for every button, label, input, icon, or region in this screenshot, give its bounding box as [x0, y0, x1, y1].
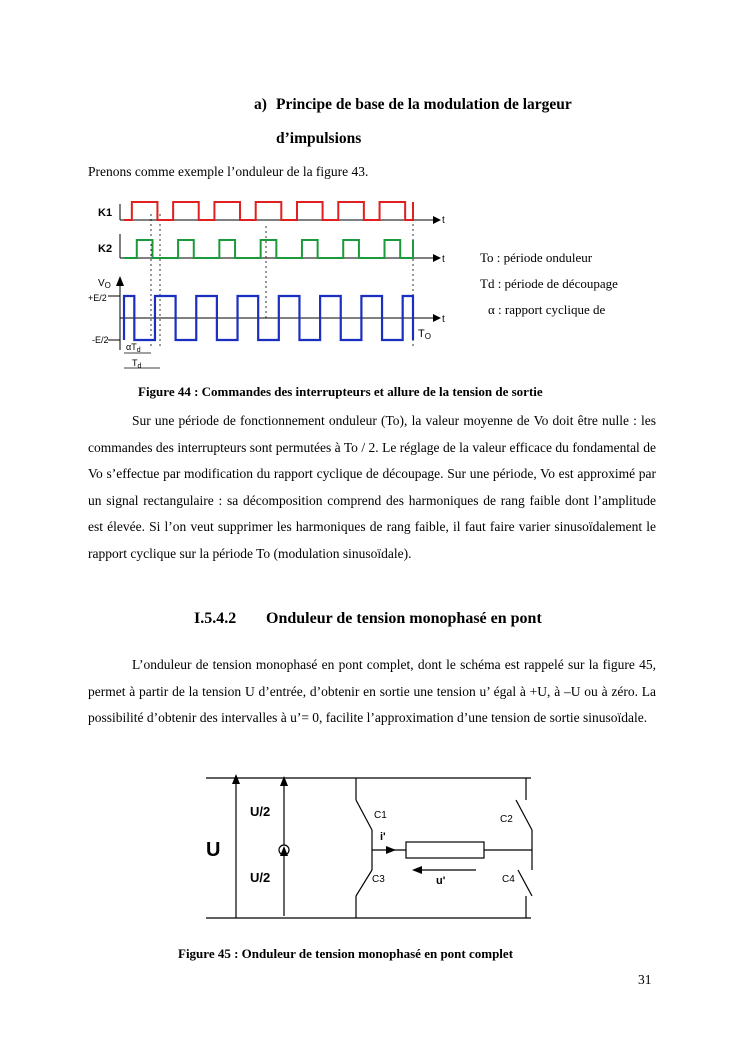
- i-prime-label: i': [380, 831, 386, 843]
- vo-arrow: [433, 314, 441, 322]
- u-prime-label: u': [436, 875, 446, 887]
- u-half-bottom-label: U/2: [250, 870, 271, 885]
- section-number: I.5.4.2: [194, 610, 237, 627]
- load-resistor: [406, 842, 484, 858]
- paragraph-1-text: Sur une période de fonctionnement onduleur (To), la valeur moyenne de Vo doit être nulle : les commandes des interrupteurs sont permutées à To / 2. Le réglage de la valeur efficace du fondamental de Vo s’effectue par modification du rapport cyclique de découpage. Sur une période, Vo est approximé par un signal rectangulaire : sa décomposition comprend des harmoniques de rang faible dont l’amplitude est élevée. Si l’on veut supprimer les harmoniques de rang faible, il faut faire varier sinusoïdalement le rapport cyclique sur la période To (modulation sinusoïdale).: [88, 413, 656, 561]
- td-label: T: [132, 358, 138, 368]
- c1-label: C1: [374, 810, 387, 821]
- svg-text:αTd: [126, 342, 141, 354]
- figure-44-caption: Figure 44 : Commandes des interrupteurs et allure de la tension de sortie: [138, 384, 543, 399]
- k1-t-label: t: [442, 215, 445, 226]
- paragraph-2-text: L’onduleur de tension monophasé en pont complet, dont le schéma est rappelé sur la figure 45, permet à partir de la tension U d’entrée, d’obtenir en sortie une tension u’ égal à +U, à –U ou à zéro. La possibilité d’obtenir des intervalles à u’= 0, facilite l’approximation d’une tension de sortie sinusoïdale.: [88, 657, 656, 725]
- u-label: U: [206, 839, 221, 861]
- k1-waveform: [124, 202, 413, 220]
- section-title: Onduleur de tension monophasé en pont: [266, 610, 542, 627]
- k1-arrow: [433, 216, 441, 224]
- c2-label: C2: [500, 814, 513, 825]
- k2-waveform: [124, 240, 413, 258]
- vo-subscript: O: [104, 281, 111, 290]
- u-prime-arrow-head: [412, 866, 422, 874]
- c4-label: C4: [502, 874, 515, 885]
- section-heading: [194, 610, 542, 628]
- legend-alpha: α : rapport cyclique de: [488, 302, 606, 317]
- c3-label: C3: [372, 874, 385, 885]
- k1-label: K1: [98, 207, 113, 219]
- to-subscript: O: [424, 332, 431, 341]
- k2-t-label: t: [442, 254, 445, 265]
- alpha-td-subscript: d: [136, 347, 141, 354]
- u-half-top-label: U/2: [250, 804, 271, 819]
- figure-45-caption: Figure 45 : Onduleur de tension monophasé en pont complet: [178, 946, 514, 961]
- c1-switch: [356, 800, 372, 830]
- td-subscript: d: [137, 363, 142, 370]
- svg-text:TO: [418, 328, 431, 341]
- heading-line1: Principe de base de la modulation de largeur: [276, 96, 572, 113]
- paragraph-2: [88, 652, 656, 732]
- subsection-heading: [254, 88, 654, 156]
- legend-td: Td : période de découpage: [480, 276, 618, 291]
- c3-switch: [356, 870, 372, 896]
- figure-44-waveforms: [88, 190, 460, 375]
- intro-text: Prenons comme exemple l’onduleur de la figure 43.: [88, 164, 369, 179]
- alpha-td-label: αT: [126, 342, 137, 352]
- k2-arrow: [433, 254, 441, 262]
- c2-switch: [516, 800, 532, 830]
- svg-text:VO: [98, 278, 111, 290]
- plus-e2-label: +E/2: [88, 293, 107, 303]
- vo-t-label: t: [442, 314, 445, 325]
- heading-label: a): [254, 96, 267, 113]
- page-number: 31: [638, 972, 652, 987]
- to-label: T: [418, 328, 425, 340]
- vo-label: V: [98, 278, 105, 289]
- vo-up-arrow: [116, 276, 124, 286]
- heading-line2: d’impulsions: [276, 130, 362, 147]
- figure-45-circuit: [196, 770, 538, 926]
- minus-e2-label: -E/2: [92, 335, 109, 345]
- u-arrow-head: [232, 774, 240, 784]
- legend-to: To : période onduleur: [480, 250, 593, 265]
- paragraph-1: [88, 408, 656, 567]
- k2-label: K2: [98, 243, 113, 255]
- i-prime-arrow-head: [386, 846, 396, 854]
- c4-switch: [518, 870, 532, 896]
